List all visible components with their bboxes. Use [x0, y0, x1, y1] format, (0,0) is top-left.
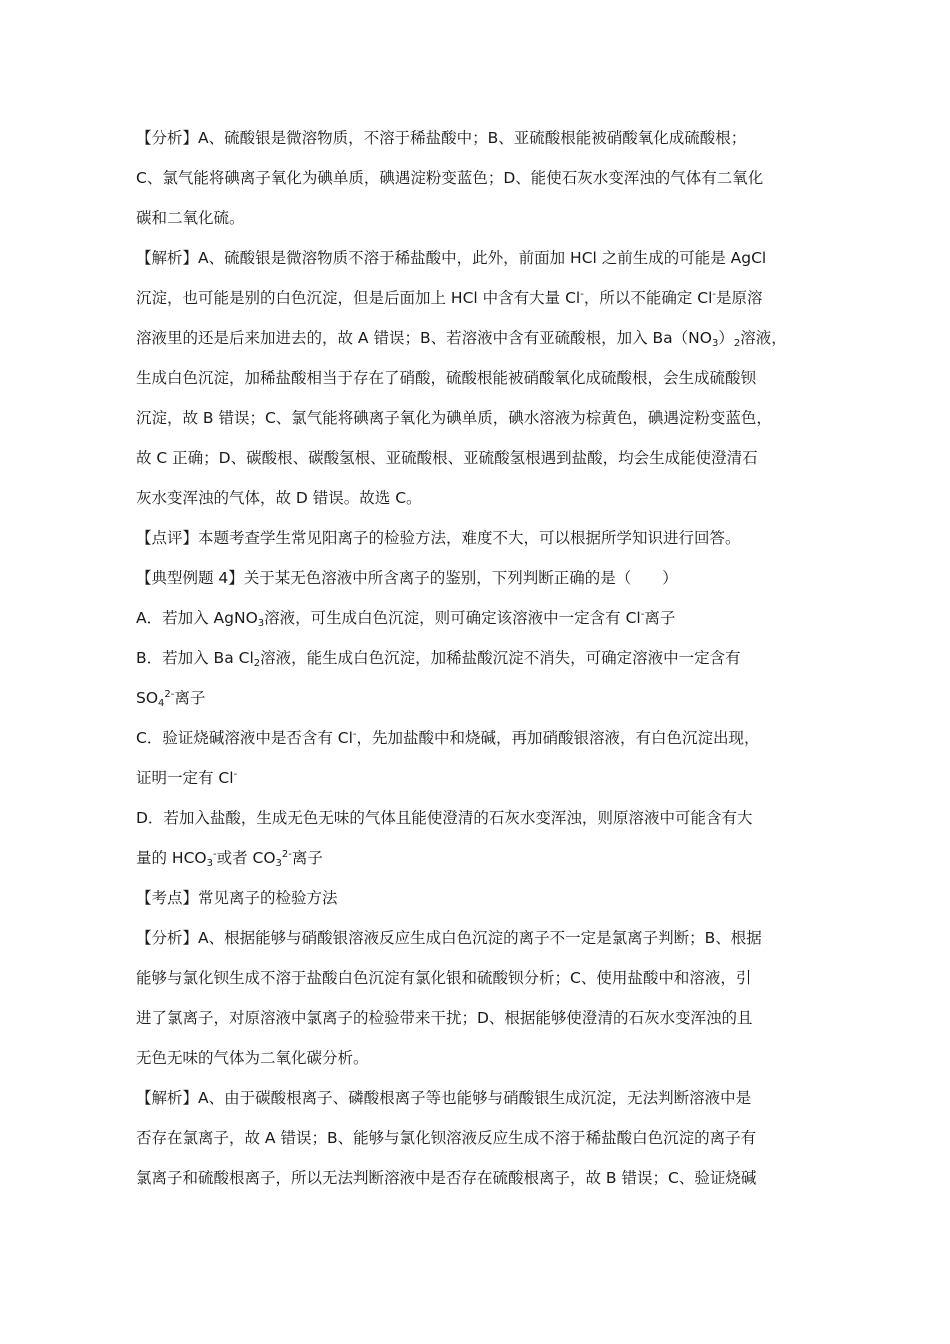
- analysis2-line-3: 进了氯离子，对原溶液中氯离子的检验带来干扰；D、根据能够使澄清的石灰水变浑浊的且: [136, 1009, 753, 1027]
- comment-line: 【点评】本题考查学生常见阳离子的检验方法，难度不大，可以根据所学知识进行回答。: [136, 529, 741, 547]
- explanation-line-6: 故 C 正确；D、碳酸根、碳酸氢根、亚硫酸根、亚硫酸氢根遇到盐酸，均会生成能使澄清石: [136, 449, 758, 467]
- explanation-line-1: 【解析】A、硫酸银是微溶物质不溶于稀盐酸中，此外，前面加 HCl 之前生成的可能是 AgCl: [136, 249, 767, 267]
- analysis2-line-2: 能够与氯化钡生成不溶于盐酸白色沉淀有氯化银和硫酸钡分析；C、使用盐酸中和溶液，引: [136, 969, 752, 987]
- explanation-line-7: 灰水变浑浊的气体，故 D 错误。故选 C。: [136, 489, 422, 507]
- explanation2-line-2: 否存在氯离子，故 A 错误；B、能够与氯化钡溶液反应生成不溶于稀盐酸白色沉淀的离子有: [136, 1129, 757, 1147]
- explanation-line-3: 溶液里的还是后来加进去的，故 A 错误；B、若溶液中含有亚硫酸根，加入 $Ba(NO_3)_2$溶液，: [136, 329, 787, 349]
- option-d-line-1: D．若加入盐酸，生成无色无味的气体且能使澄清的石灰水变浑浊，则原溶液中可能含有大: [136, 809, 753, 827]
- analysis2-line-1: 【分析】A、根据能够与硝酸银溶液反应生成白色沉淀的离子不一定是氯离子判断；B、根据: [136, 929, 762, 947]
- key-point-line: 【考点】常见离子的检验方法: [136, 889, 338, 907]
- explanation-line-2: 沉淀，也可能是别的白色沉淀，但是后面加上 HCl 中含有大量 Cl-，所以不能确定 Cl-是原溶: [136, 289, 763, 307]
- analysis-line-3: 碳和二氧化硫。: [136, 209, 245, 227]
- option-c-line-2: 证明一定有 Cl-: [136, 769, 238, 787]
- option-d-line-2: 量的 $HCO_3^-$或者 $CO_3^{2-}$离子: [136, 849, 323, 869]
- analysis-line-2: C、氯气能将碘离子氧化为碘单质，碘遇淀粉变蓝色；D、能使石灰水变浑浊的气体有二氧化: [136, 169, 764, 187]
- option-c-line-1: C．验证烧碱溶液中是否含有 Cl-，先加盐酸中和烧碱，再加硝酸银溶液，有白色沉淀出现，: [136, 729, 760, 747]
- analysis2-line-4: 无色无味的气体为二氧化碳分析。: [136, 1049, 369, 1067]
- explanation2-line-3: 氯离子和硫酸根离子，所以无法判断溶液中是否存在硫酸根离子，故 B 错误；C、验证烧碱: [136, 1169, 757, 1187]
- explanation2-line-1: 【解析】A、由于碳酸根离子、磷酸根离子等也能够与硝酸银生成沉淀，无法判断溶液中是: [136, 1089, 752, 1107]
- analysis-line-1: 【分析】A、硫酸银是微溶物质，不溶于稀盐酸中；B、亚硫酸根能被硝酸氧化成硫酸根；: [136, 129, 747, 147]
- example-title: 【典型例题 4】关于某无色溶液中所含离子的鉴别，下列判断正确的是（ ）: [136, 569, 678, 587]
- explanation-line-4: 生成白色沉淀，加稀盐酸相当于存在了硝酸，硫酸根能被硝酸氧化成硫酸根，会生成硫酸钡: [136, 369, 757, 387]
- explanation-line-5: 沉淀，故 B 错误；C、氯气能将碘离子氧化为碘单质，碘水溶液为棕黄色，碘遇淀粉变蓝色，: [136, 409, 772, 427]
- option-a: A．若加入 AgNO$_3$溶液，可生成白色沉淀，则可确定该溶液中一定含有 Cl-离子: [136, 609, 676, 629]
- option-b-line-2: $SO_4^{2-}$离子: [136, 689, 206, 709]
- option-b-line-1: B．若加入 Ba $Cl_2$溶液，能生成白色沉淀，加稀盐酸沉淀不消失，可确定溶液中一定含有: [136, 649, 741, 669]
